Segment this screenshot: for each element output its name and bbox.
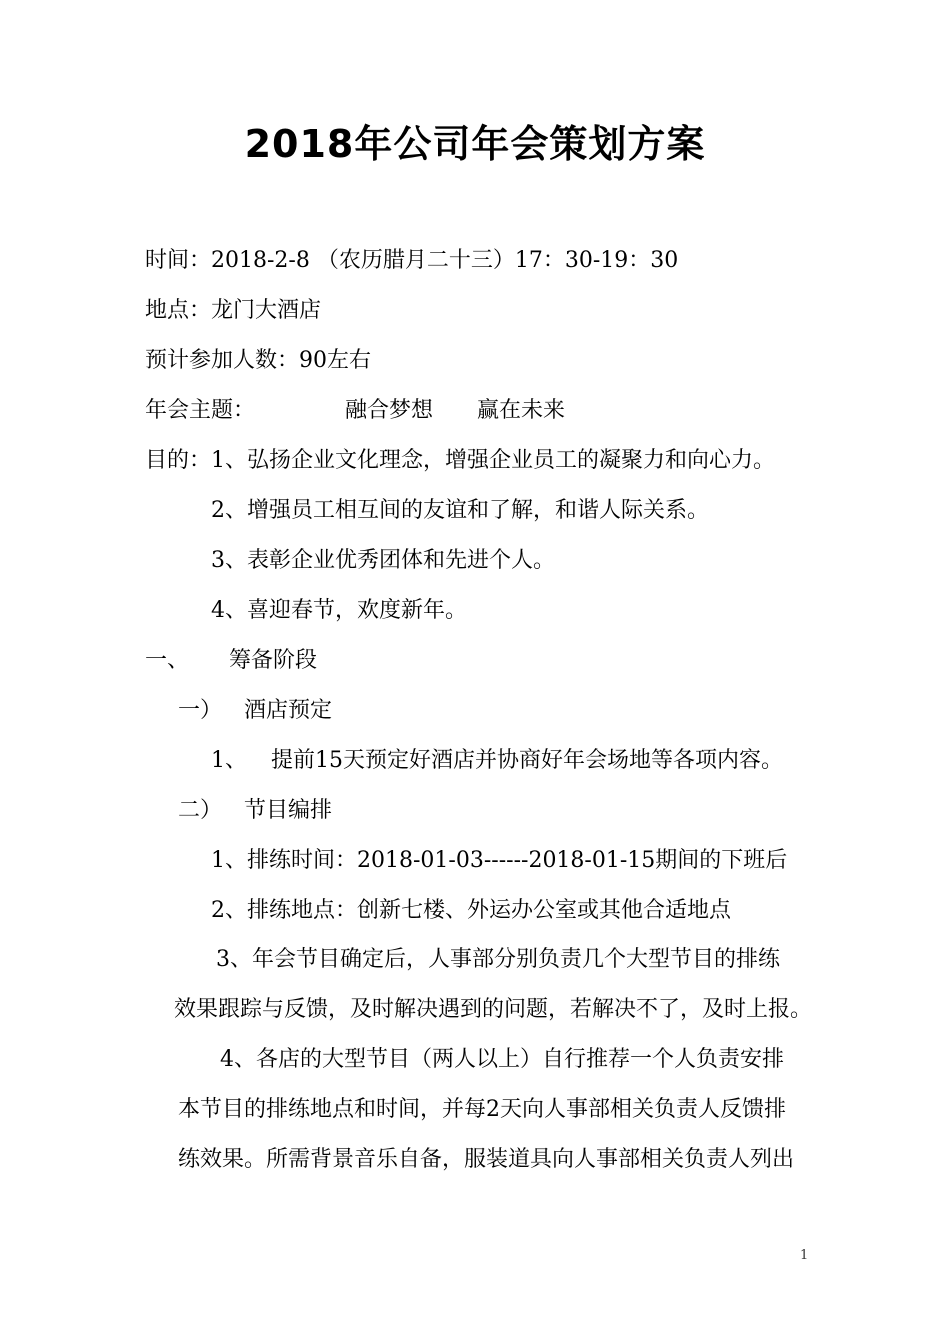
section-title: 筹备阶段 — [229, 648, 318, 673]
event-theme — [145, 396, 565, 426]
list-item: 1、排练时间：2018-01-03------2018-01-15期间的下班后 — [211, 848, 788, 873]
theme-part1: 融合梦想 — [345, 398, 434, 423]
paragraph-line: 3、年会节目确定后，人事部分别负责几个大型节目的排练 — [216, 947, 780, 972]
purpose-item: 4、喜迎春节，欢度新年。 — [211, 598, 467, 623]
purpose-item — [145, 446, 775, 476]
paragraph-line: 练效果。所需背景音乐自备，服装道具向人事部相关负责人列出 — [178, 1147, 795, 1172]
subsection-number: 一） — [178, 698, 223, 723]
event-location: 地点：龙门大酒店 — [145, 298, 322, 323]
paragraph-line: 效果跟踪与反馈，及时解决遇到的问题，若解决不了，及时上报。 — [174, 997, 813, 1022]
event-time: 时间：2018-2-8 （农历腊月二十三）17：30-19：30 — [145, 248, 679, 273]
document-title: 2018年公司年会策划方案 — [244, 122, 706, 166]
list-item-number: 1、 — [211, 748, 247, 773]
event-attendees: 预计参加人数：90左右 — [145, 348, 371, 373]
list-item — [211, 746, 783, 776]
section-number: 一、 — [145, 648, 190, 673]
subsection-number: 二） — [178, 798, 223, 823]
theme-label: 年会主题： — [145, 398, 256, 423]
list-item-text: 提前15天预定好酒店并协商好年会场地等各项内容。 — [271, 748, 783, 773]
theme-part2: 赢在未来 — [477, 398, 566, 423]
list-item: 2、排练地点：创新七楼、外运办公室或其他合适地点 — [211, 898, 731, 923]
purpose-item: 3、表彰企业优秀团体和先进个人。 — [211, 548, 555, 573]
paragraph-line: 4、各店的大型节目（两人以上）自行推荐一个人负责安排 — [220, 1047, 784, 1072]
purpose-item: 2、增强员工相互间的友谊和了解，和谐人际关系。 — [211, 498, 709, 523]
purpose-item-text: 1、弘扬企业文化理念，增强企业员工的凝聚力和向心力。 — [211, 448, 776, 473]
section-heading — [145, 646, 317, 676]
subsection-title: 酒店预定 — [244, 698, 333, 723]
purpose-label: 目的： — [145, 448, 212, 473]
subsection-title: 节目编排 — [244, 798, 333, 823]
paragraph-line: 本节目的排练地点和时间，并每2天向人事部相关负责人反馈排 — [178, 1097, 786, 1122]
subsection-heading — [178, 696, 332, 726]
page-number: 1 — [800, 1248, 809, 1263]
subsection-heading — [178, 796, 332, 826]
